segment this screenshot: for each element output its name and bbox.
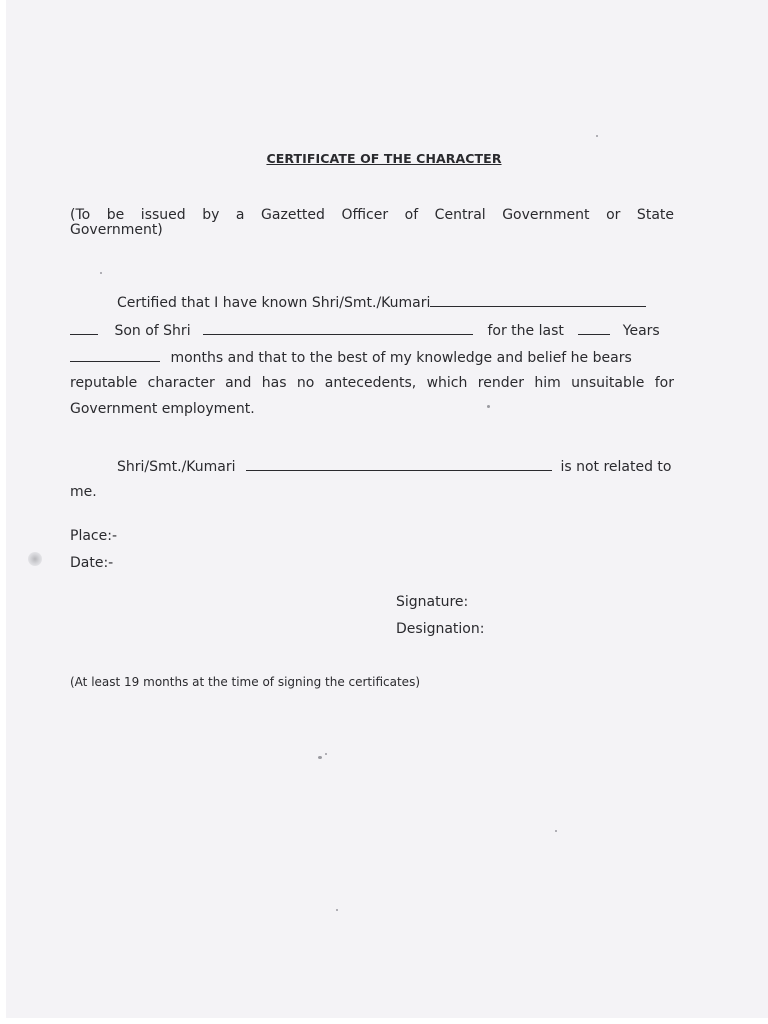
certified-line bbox=[117, 294, 646, 311]
date-label: Date:- bbox=[70, 555, 114, 571]
signature-label: Signature: bbox=[396, 594, 469, 610]
name-blank bbox=[430, 294, 646, 307]
document-title: CERTIFICATE OF THE CHARACTER bbox=[266, 151, 502, 166]
certified-text: Certified that I have known Shri/Smt./Kumari bbox=[117, 295, 431, 311]
relation-line bbox=[117, 458, 671, 475]
scan-smudge bbox=[28, 552, 42, 566]
relation-name-blank bbox=[246, 458, 552, 471]
scan-speck bbox=[596, 135, 598, 137]
scan-speck bbox=[100, 272, 102, 274]
scan-speck bbox=[318, 756, 322, 759]
place-label: Place:- bbox=[70, 528, 117, 544]
subtitle-line-1: (To be issued by a Gazetted Officer of Central Government or State bbox=[70, 207, 674, 223]
designation-label: Designation: bbox=[396, 621, 485, 637]
body-line-4: reputable character and has no antecedents, which render him unsuitable for bbox=[70, 375, 674, 391]
relation-prefix: Shri/Smt./Kumari bbox=[117, 459, 236, 475]
for-the-last-text: for the last bbox=[487, 323, 564, 339]
relation-suffix: is not related to bbox=[560, 459, 672, 475]
months-blank bbox=[70, 349, 160, 362]
scan-speck bbox=[555, 830, 557, 832]
months-line bbox=[70, 349, 632, 366]
body-line-5: Government employment. bbox=[70, 401, 255, 417]
prefix-blank bbox=[70, 322, 98, 335]
son-of-line bbox=[70, 322, 676, 339]
scan-speck bbox=[336, 909, 338, 911]
son-of-text: Son of Shri bbox=[114, 323, 191, 339]
months-text: months and that to the best of my knowledge and belief he bears bbox=[170, 350, 632, 366]
scan-speck bbox=[487, 405, 490, 408]
relation-line-2: me. bbox=[70, 484, 97, 500]
years-blank bbox=[578, 322, 610, 335]
footnote: (At least 19 months at the time of signing the certificates) bbox=[70, 675, 420, 689]
years-text: Years bbox=[622, 323, 660, 339]
scan-edge-bottom bbox=[0, 1018, 768, 1024]
scan-speck bbox=[325, 753, 327, 755]
father-name-blank bbox=[203, 322, 473, 335]
subtitle-line-2: Government) bbox=[70, 222, 163, 238]
